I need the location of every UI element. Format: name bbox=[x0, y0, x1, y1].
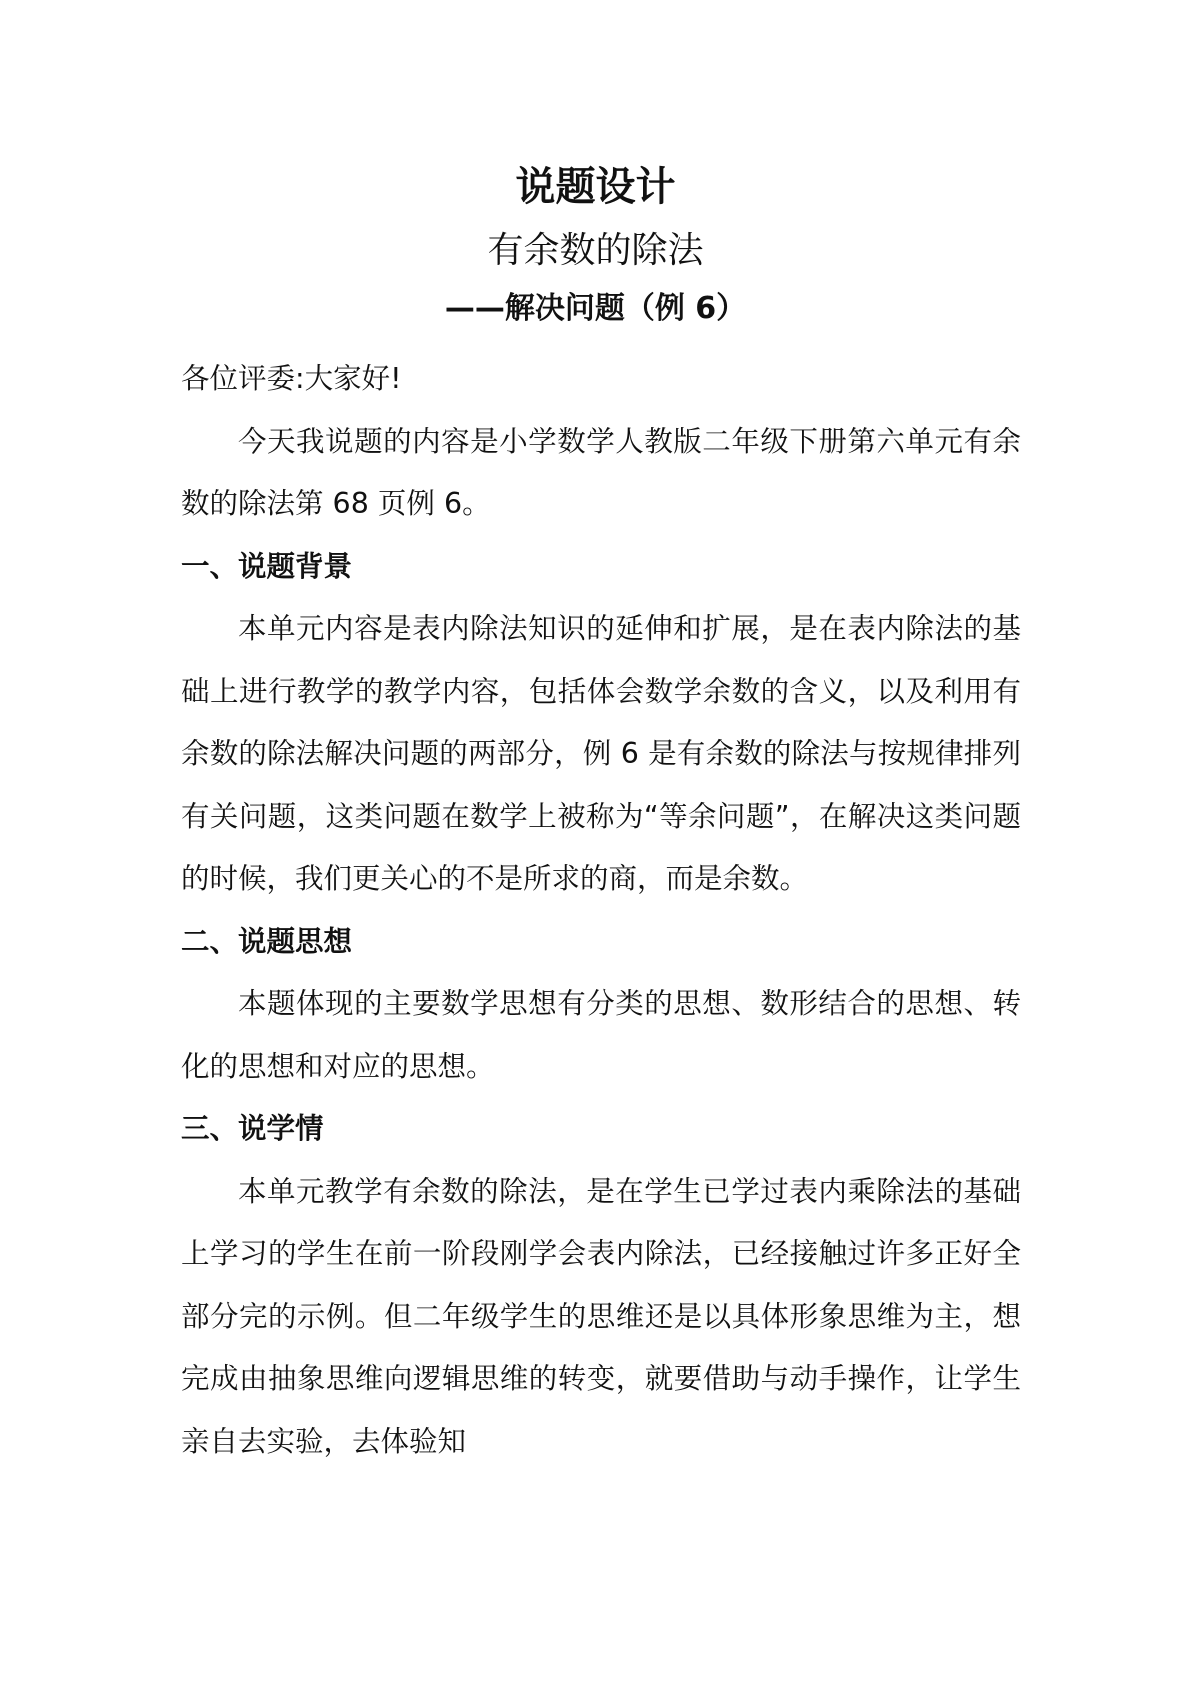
doc-subsubtitle: ——解决问题（例 6） bbox=[444, 291, 747, 326]
section-heading-students: 三、说学情 bbox=[181, 1112, 324, 1145]
greeting: 各位评委:大家好! bbox=[181, 362, 402, 395]
section-heading-thought: 二、说题思想 bbox=[181, 924, 353, 958]
section-text-background: 本单元内容是表内除法知识的延伸和扩展，是在表内除法的基础上进行教学的教学内容，包括体会数学余数的含义，以及利用有余数的除法解决问题的两部分，例 6 是有余数的除法与按规律排列有关问题，这类问题在数学上被称为“等余问题”，在解决这类问题的时候，我们更关心的不是所求的商，而是余数。 bbox=[181, 612, 1021, 895]
section-text-thought: 本题体现的主要数学思想有分类的思想、数形结合的思想、转化的思想和对应的思想。 bbox=[181, 987, 1021, 1083]
section-text-students: 本单元教学有余数的除法，是在学生已学过表内乘除法的基础上学习的学生在前一阶段刚学会表内除法，已经接触过许多正好全部分完的示例。但二年级学生的思维还是以具体形象思维为主，想完成由抽象思维向逻辑思维的转变，就要借助与动手操作，让学生亲自去实验，去体验知 bbox=[181, 1174, 1021, 1458]
doc-subtitle: 有余数的除法 bbox=[487, 230, 704, 271]
section-heading-background: 一、说题背景 bbox=[181, 549, 353, 583]
intro-paragraph: 今天我说题的内容是小学数学人教版二年级下册第六单元有余数的除法第 68 页例 6。 bbox=[181, 424, 1021, 520]
doc-title: 说题设计 bbox=[515, 164, 676, 210]
doc-body bbox=[181, 348, 1021, 1473]
